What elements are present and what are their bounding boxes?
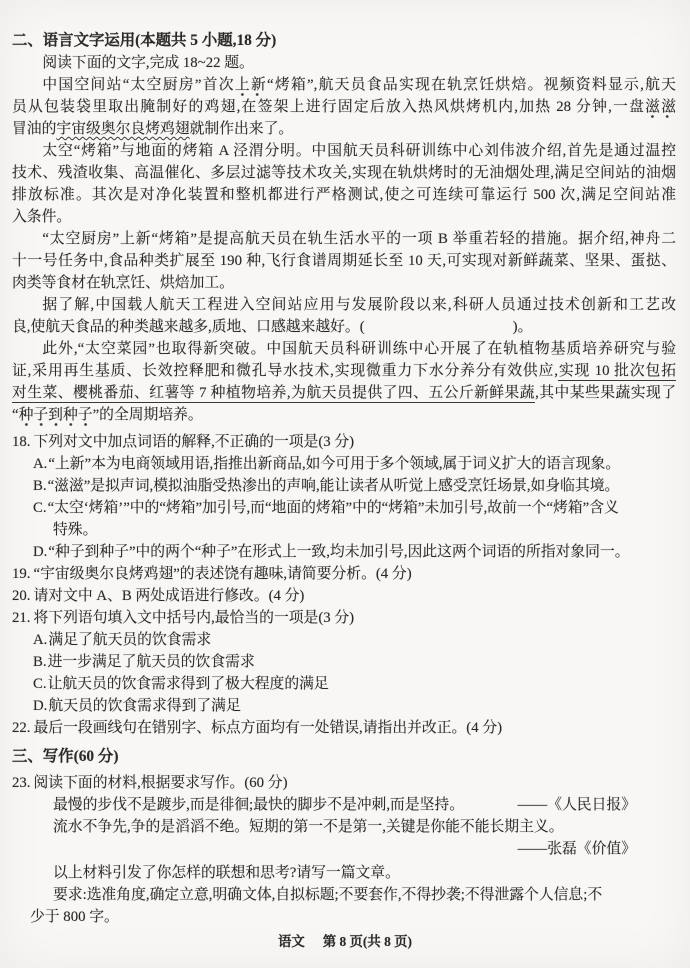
material-text: 流水不争先,争的是滔滔不绝。短期的第一不是第一,关键是你能不能长期主义。 xyxy=(53,819,564,835)
section-three-heading: 三、写作(60 分) xyxy=(12,748,119,765)
essay-materials xyxy=(12,794,676,860)
reading-passage xyxy=(12,74,676,426)
passage-line xyxy=(12,118,676,140)
material-line xyxy=(12,794,676,816)
passage-line xyxy=(12,184,676,206)
passage-line xyxy=(12,74,676,96)
passage-line xyxy=(12,338,676,360)
option-line xyxy=(12,673,676,695)
question-number: 22. xyxy=(12,720,31,736)
question-21 xyxy=(12,607,676,717)
section-two-heading: 二、语言文字运用(本题共 5 小题,18 分) xyxy=(12,32,277,49)
option-text: 满足了航天员的饮食需求 xyxy=(48,632,212,648)
question-23-number: 23. xyxy=(12,775,31,791)
essay-requirements-line-2: 少于 800 字。 xyxy=(30,909,119,925)
underlined-phrase: 实现 10 批次包拓 xyxy=(557,363,676,379)
option-label: A. xyxy=(33,456,48,472)
essay-prompt: 以上材料引发了你怎样的联想和思考?请写一篇文章。 xyxy=(53,865,400,881)
text-run: 入条件。 xyxy=(12,209,72,225)
text-run: “太空厨房”上新“烤箱”是提高航天员在轨生活水平的一项 B 举重若轻的措施。据介绍,神舟二 xyxy=(42,231,676,247)
dotted-emphasis-term: 种子到种子 xyxy=(19,407,93,426)
option-text: “太空‘烤箱’”中的“烤箱”加引号,而“地面的烤箱”中的“烤箱”未加引号,故前一个“烤箱”含义 xyxy=(47,500,619,516)
footer-page-number: 第 8 页(共 8 页) xyxy=(322,934,413,949)
footer-subject: 语文 xyxy=(277,934,305,949)
passage-line xyxy=(12,206,676,228)
question-18 xyxy=(12,431,676,563)
question-stem: 将下列语句填入文中括号内,最恰当的一项是(3 分) xyxy=(33,610,355,626)
question-list xyxy=(12,431,676,739)
text-run: 排放标准。其次是对净化装置和整机都进行严格测试,使之可连续可靠运行 500 次,满足空间站准 xyxy=(12,187,676,203)
option-text: “滋滋”是拟声词,模拟油脂受热渗出的声响,能让读者从听觉上感受烹饪场景,如身临其境。 xyxy=(47,478,620,494)
question-number: 18. xyxy=(12,434,31,450)
passage-line xyxy=(12,162,676,184)
passage-line xyxy=(12,404,676,426)
passage-line xyxy=(12,250,676,272)
option-line xyxy=(12,651,676,673)
passage-line xyxy=(12,294,676,316)
option-label: B. xyxy=(33,654,47,670)
reading-instruction: 阅读下面的文字,完成 18~22 题。 xyxy=(42,55,254,71)
text-run: 据了解,中国载人航天工程进入空间站应用与发展阶段以来,科研人员通过技术创新和工艺改 xyxy=(42,297,676,313)
option-line xyxy=(12,541,676,563)
question-number: 20. xyxy=(12,588,31,604)
question-22 xyxy=(12,717,676,739)
option-line xyxy=(12,497,676,519)
option-label: C. xyxy=(33,676,47,692)
question-stem-row xyxy=(12,563,676,585)
question-stem-row xyxy=(12,585,676,607)
option-text: 让航天员的饮食需求得到了极大程度的满足 xyxy=(47,676,329,692)
question-stem: 最后一段画线句在错别字、标点方面均有一处错误,请指出并改正。(4 分) xyxy=(33,720,503,736)
text-run: 肉类等食材在轨烹饪、烘焙加工。 xyxy=(12,275,234,291)
text-run: 员从包装袋里取出腌制好的鸡翅,在签架上进行固定后放入热风烘烤机内,加热 28 分钟,一盘 xyxy=(12,99,646,115)
passage-line xyxy=(12,228,676,250)
question-stem-row xyxy=(12,607,676,629)
option-label: C. xyxy=(33,500,47,516)
dotted-emphasis-term: 滋滋 xyxy=(645,99,676,118)
option-line xyxy=(12,519,676,541)
text-run: 十一号任务中,食品种类扩展至 190 种,飞行食谱周期延长至 10 天,可实现对新鲜蔬菜、坚果、蛋挞、 xyxy=(12,253,676,269)
option-text: 特殊。 xyxy=(53,522,98,538)
text-run: 证,采用再生基质、长效控释肥和微孔导水技术,实现微重力下水分养分有效供应, xyxy=(12,363,558,379)
option-label: D. xyxy=(33,544,48,560)
question-23-stem: 阅读下面的材料,根据要求写作。(60 分) xyxy=(33,775,288,791)
option-line xyxy=(12,629,676,651)
text-run: 此外,“太空菜园”也取得新突破。中国航天员科研训练中心开展了在轨植物基质培养研究与验 xyxy=(42,341,676,357)
material-source: ——《人民日报》 xyxy=(517,797,636,813)
text-run: “烤箱”,航天员食品实现在轨烹饪烘焙。视频资料显示,航天 xyxy=(267,77,676,93)
text-run: 中国空间站“太空厨房”首次 xyxy=(42,77,235,93)
text-run: 太空“烤箱”与地面的烤箱 A 泾渭分明。中国航天员科研训练中心刘伟波介绍,首先是通过温控 xyxy=(42,143,676,159)
text-run: “ xyxy=(12,407,19,423)
underlined-phrase: 对生菜、樱桃番茄、红薯等 7 种植物培养,为航天员提供了四、五公斤新鲜果蔬 xyxy=(12,385,536,401)
option-line xyxy=(12,453,676,475)
text-run: 就制作出来了。 xyxy=(189,121,294,137)
material-source: ——张磊《价值》 xyxy=(517,841,636,857)
question-stem: “宇宙级奥尔良烤鸡翅”的表述饶有趣味,请简要分析。(4 分) xyxy=(33,566,412,582)
question-23-stem-row xyxy=(12,772,676,794)
question-number: 19. xyxy=(12,566,31,582)
text-run: ,其中某些果蔬实现了 xyxy=(535,385,677,401)
passage-line xyxy=(12,360,676,382)
question-stem: 请对文中 A、B 两处成语进行修改。(4 分) xyxy=(33,588,305,604)
option-text: 进一步满足了航天员的饮食需求 xyxy=(47,654,255,670)
option-text: “上新”本为电商领域用语,指推出新商品,如今可用于多个领域,属于词义扩大的语言现象。 xyxy=(48,456,621,472)
option-line xyxy=(12,475,676,497)
option-text: “种子到种子”中的两个“种子”在形式上一致,均未加引号,因此这两个词语的所指对象同一。 xyxy=(48,544,630,560)
option-label: D. xyxy=(33,698,48,714)
passage-line xyxy=(12,316,676,338)
text-run: )。 xyxy=(512,319,533,335)
option-text: 航天员的饮食需求得到了满足 xyxy=(48,698,241,714)
material-text: 最慢的步伐不是踱步,而是徘徊;最快的脚步不是冲刺,而是坚持。 xyxy=(53,797,465,813)
question-20 xyxy=(12,585,676,607)
text-run: 良,使航天食品的种类越来越多,质地、口感越来越好。( xyxy=(12,319,365,335)
text-run: 冒油的 xyxy=(12,121,57,137)
essay-requirements-line-1: 要求:选准角度,确定立意,明确文体,自拟标题;不要套作,不得抄袭;不得泄露个人信息;不 xyxy=(53,887,603,903)
question-stem-row xyxy=(12,431,676,453)
question-number: 21. xyxy=(12,610,31,626)
material-line xyxy=(12,816,676,838)
option-line xyxy=(12,695,676,717)
material-line xyxy=(12,838,676,860)
question-19 xyxy=(12,563,676,585)
passage-line xyxy=(12,140,676,162)
question-stem: 下列对文中加点词语的解释,不正确的一项是(3 分) xyxy=(33,434,355,450)
passage-line xyxy=(12,382,676,404)
page-footer xyxy=(0,931,690,953)
dotted-emphasis-term: 上新 xyxy=(235,77,267,96)
passage-line xyxy=(12,272,676,294)
text-run: ”的全周期培养。 xyxy=(92,407,203,423)
question-stem-row xyxy=(12,717,676,739)
option-label: B. xyxy=(33,478,47,494)
wavy-underline-phrase: 宇宙级奥尔良烤鸡翅 xyxy=(56,121,190,137)
text-run: 技术、残渣收集、高温催化、多层过滤等技术攻关,实现在轨烘烤时的无油烟处理,满足空间站的油烟 xyxy=(12,165,676,181)
option-label: A. xyxy=(33,632,48,648)
passage-line xyxy=(12,96,676,118)
